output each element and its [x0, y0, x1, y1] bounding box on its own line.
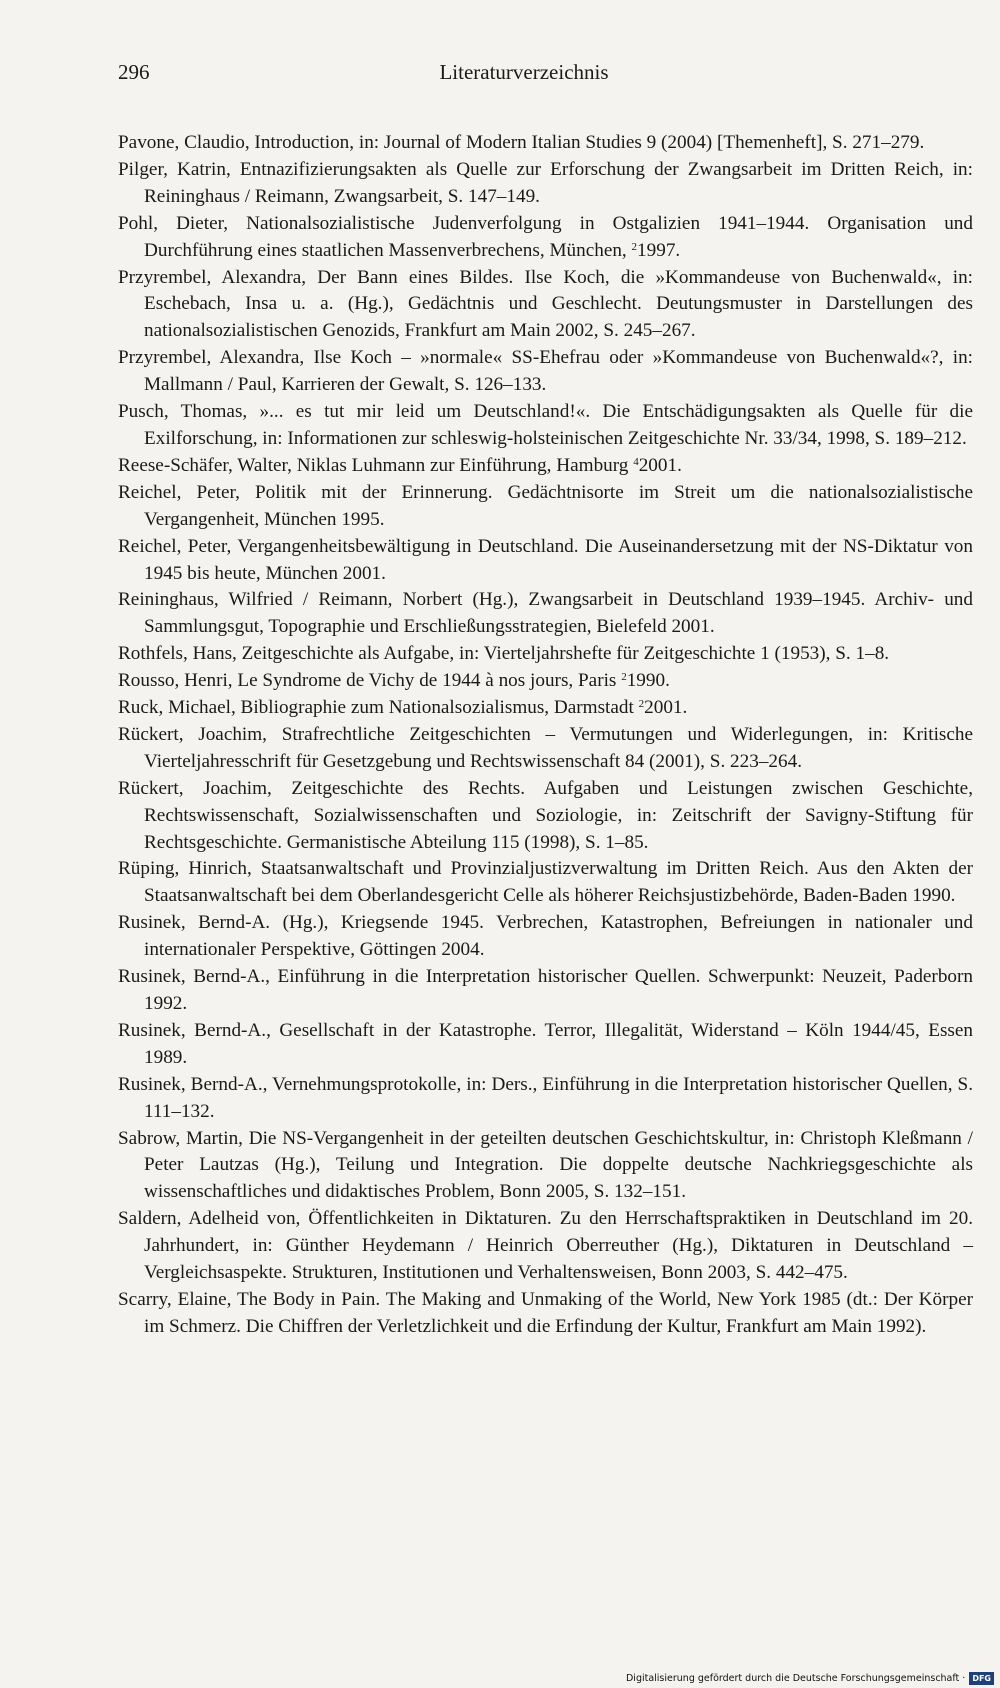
bibliography-entry [118, 668, 973, 695]
entry-text-tail: 2001. [638, 454, 682, 476]
bibliography-entry [118, 399, 973, 453]
page-number: 296 [118, 60, 150, 84]
entry-text: Pohl, Dieter, Nationalsozialistische Judenverfolgung in Ostgalizien 1941–1944. Organisation und Durchführung eines staatlichen Massenverbrechens, München, [118, 212, 973, 261]
bibliography-entry [118, 534, 973, 588]
bibliography-entry [118, 1287, 973, 1341]
bibliography-entry [118, 722, 973, 776]
entry-text: Pavone, Claudio, Introduction, in: Journal of Modern Italian Studies 9 (2004) [Themenheft], S. 271–279. [118, 132, 925, 153]
digitization-footer [626, 1672, 994, 1685]
bibliography-entry [118, 157, 973, 211]
bibliography-entry [118, 480, 973, 534]
entry-text: Rückert, Joachim, Zeitgeschichte des Rechts. Aufgaben und Leistungen zwischen Geschichte, Rechtswissenschaft, Sozialwissenschaften und Soziologie, in: Zeitschrift der Savigny-Stiftung für Rechtsgeschichte. Germanistische Abteilung 115 (1998), S. 1–85. [118, 777, 973, 853]
bibliography-entry [118, 130, 973, 157]
page-header [118, 60, 930, 96]
bibliography-entry [118, 776, 973, 857]
entry-text: Przyrembel, Alexandra, Der Bann eines Bildes. Ilse Koch, die »Kommandeuse von Buchenwald«, in: Eschebach, Insa u. a. (Hg.), Gedächtnis und Geschlecht. Deutungsmuster in Darstellungen des nationalsozialistischen Genozids, Frankfurt am Main 2002, S. 245–267. [118, 266, 973, 342]
bibliography-list [118, 130, 973, 1341]
entry-text: Reichel, Peter, Politik mit der Erinnerung. Gedächtnisorte im Streit um die nationalsozialistische Vergangenheit, München 1995. [118, 481, 973, 530]
edition-superscript: 2 [631, 240, 638, 253]
bibliography-entry [118, 1072, 973, 1126]
entry-text: Przyrembel, Alexandra, Ilse Koch – »normale« SS-Ehefrau oder »Kommandeuse von Buchenwald«?, in: Mallmann / Paul, Karrieren der Gewalt, S. 126–133. [118, 347, 973, 396]
entry-text: Pilger, Katrin, Entnazifizierungsakten als Quelle zur Erforschung der Zwangsarbeit im Dritten Reich, in: Reininghaus / Reimann, Zwangsarbeit, S. 147–149. [118, 158, 973, 207]
footer-note-text: Digitalisierung gefördert durch die Deutsche Forschungsgemeinschaft · [625, 1673, 966, 1684]
entry-text: Reese-Schäfer, Walter, Niklas Luhmann zur Einführung, Hamburg [118, 454, 634, 476]
bibliography-entry [118, 641, 973, 668]
entry-text: Sabrow, Martin, Die NS-Vergangenheit in der geteilten deutschen Geschichtskultur, in: Christoph Kleßmann / Peter Lautzas (Hg.), Teilung und Integration. Die doppelte deutsche Nachkriegsgeschichte als wissenschaftliches und didaktisches Problem, Bonn 2005, S. 132–151. [118, 1127, 973, 1203]
entry-text: Rothfels, Hans, Zeitgeschichte als Aufgabe, in: Vierteljahrshefte für Zeitgeschichte 1 (1953), S. 1–8. [118, 643, 890, 665]
entry-text: Rückert, Joachim, Strafrechtliche Zeitgeschichten – Vermutungen und Widerlegungen, in: Kritische Vierteljahresschrift für Gesetzgebung und Rechtswissenschaft 84 (2001), S. 223–264. [118, 723, 973, 772]
entry-text: Rüping, Hinrich, Staatsanwaltschaft und Provinzialjustizverwaltung im Dritten Reich. Aus den Akten der Staatsanwaltschaft bei dem Oberlandesgericht Celle als höherer Reichsjustizbehörde, Baden-Baden 1990. [118, 858, 973, 907]
running-head: Literaturverzeichnis [439, 60, 609, 84]
bibliography-entry [118, 1018, 973, 1072]
bibliography-entry [118, 453, 973, 480]
bibliography-entry [118, 265, 973, 346]
entry-text-tail: 2001. [644, 697, 688, 719]
dfg-logo-icon: DFG [969, 1672, 994, 1685]
entry-text: Rousso, Henri, Le Syndrome de Vichy de 1944 à nos jours, Paris [118, 670, 622, 692]
entry-text-tail: 1990. [626, 670, 670, 692]
entry-text: Rusinek, Bernd-A., Einführung in die Interpretation historischer Quellen. Schwerpunkt: Neuzeit, Paderborn 1992. [118, 966, 973, 1014]
bibliography-entry [118, 695, 973, 722]
edition-superscript: 2 [638, 698, 645, 711]
entry-text-tail: 1997. [637, 239, 681, 261]
bibliography-entry [118, 587, 973, 641]
entry-text: Saldern, Adelheid von, Öffentlichkeiten in Diktaturen. Zu den Herrschaftspraktiken in Deutschland im 20. Jahrhundert, in: Günther Heydemann / Heinrich Oberreuther (Hg.), Diktaturen in Deutschland – Vergleichsaspekte. Strukturen, Institutionen und Verhaltensweisen, Bonn 2003, S. 442–475. [118, 1208, 973, 1284]
entry-text: Rusinek, Bernd-A., Vernehmungsprotokolle, in: Ders., Einführung in die Interpretation historischer Quellen, S. 111–132. [118, 1073, 973, 1122]
bibliography-entry [118, 211, 973, 265]
bibliography-entry [118, 345, 973, 399]
entry-text: Scarry, Elaine, The Body in Pain. The Making and Unmaking of the World, New York 1985 (dt.: Der Körper im Schmerz. Die Chiffren der Verletzlichkeit und die Erfindung der Kultur, Frankfurt am Main 1992). [118, 1288, 973, 1337]
entry-text: Pusch, Thomas, »... es tut mir leid um Deutschland!«. Die Entschädigungsakten als Quelle für die Exilforschung, in: Informationen zur schleswig-holsteinischen Zeitgeschichte Nr. 33/34, 1998, S. 189–212. [118, 401, 973, 449]
bibliography-entry [118, 856, 973, 910]
edition-superscript: 2 [621, 671, 627, 684]
bibliography-entry [118, 964, 973, 1018]
entry-text: Rusinek, Bernd-A., Gesellschaft in der Katastrophe. Terror, Illegalität, Widerstand – Köln 1944/45, Essen 1989. [118, 1019, 973, 1068]
bibliography-entry [118, 1206, 973, 1287]
entry-text: Rusinek, Bernd-A. (Hg.), Kriegsende 1945. Verbrechen, Katastrophen, Befreiungen in nationaler und internationaler Perspektive, Göttingen 2004. [118, 912, 973, 961]
bibliography-entry [118, 1126, 973, 1207]
bibliography-entry [118, 910, 973, 964]
entry-text: Reichel, Peter, Vergangenheitsbewältigung in Deutschland. Die Auseinandersetzung mit der NS-Diktatur von 1945 bis heute, München 2001. [118, 535, 973, 584]
edition-superscript: 4 [633, 455, 639, 468]
entry-text: Ruck, Michael, Bibliographie zum Nationalsozialismus, Darmstadt [118, 697, 639, 719]
entry-text: Reininghaus, Wilfried / Reimann, Norbert (Hg.), Zwangsarbeit in Deutschland 1939–1945. Archiv- und Sammlungsgut, Topographie und Erschließungsstrategien, Bielefeld 2001. [118, 589, 973, 638]
